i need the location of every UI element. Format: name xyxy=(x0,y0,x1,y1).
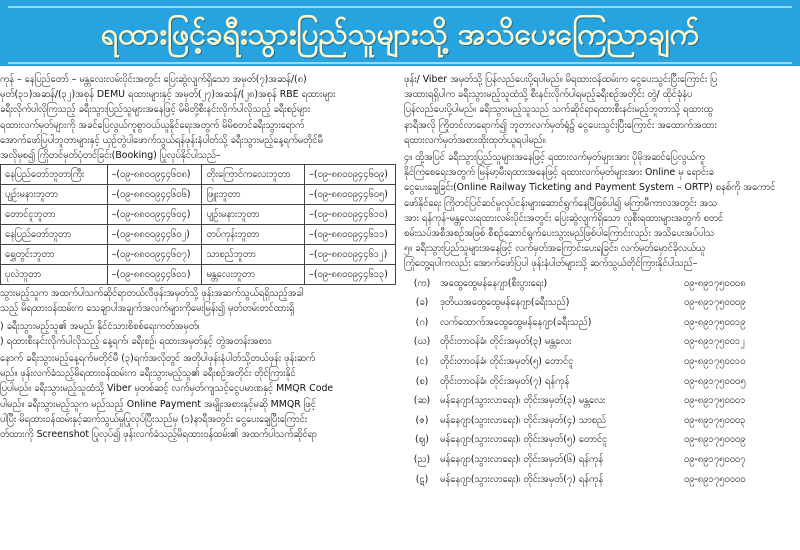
contact-title: မန်နေဂျာ(သွားလာရေး)၊ တိုင်းအမှတ်(၇) ရန်ကုန် xyxy=(440,473,604,485)
body-line: ရထားလက်မှတ်အစားထိုးထုတ်ယူရပါမည်။ xyxy=(404,134,546,146)
intro-line: အောက်ဖော်ပြပါဘူတာများနှင့် ယှဉ်တွဲပါဖောက်သွယ်ရန်ဖုန်းနံပါတ်သို့ ခရီးသွားမည့်နေ့ရက်မတိုင်မီ xyxy=(0,134,323,146)
table-row xyxy=(1,205,396,225)
station-phone-cell: –(၀၉-၈၈၀၀၉၄၄၆၀၈) xyxy=(107,165,202,185)
station-phone-cell: –(၀၉-၈၈၀၀၉၄၄၆၀၇) xyxy=(107,245,202,265)
body-line: ကြုံတွေ့ရပါကလည်း အောက်ဖော်ပြပါ ဖုန်းနံပါတ်များသို့ ဆက်သွယ်တိုင်ကြားနိုင်ပါသည်– xyxy=(404,258,698,270)
station-phone-cell: –(၀၉-၈၈၀၀၉၄၄၆၀၉) xyxy=(305,165,396,185)
body-line: ပြပါမည်။ ခရီးသွားမည့်သူထံသို့ Viber မှတစ်ဆင့် လက်မှတ်ကျသင့်ငွေပမာဏနှင့် MMQR Code xyxy=(0,383,334,395)
contact-row xyxy=(404,293,800,313)
station-phone-cell: –(၀၉-၈၈၀၀၉၄၄၆၁၁) xyxy=(305,225,396,245)
body-line: ဖော်နိုင်ရေး ကြိုတင်ပြင်ဆင်မှုလုပ်ငန်းများဆောင်ရွက်နေပြီဖြစ်ပါ၍ မကြာမီကာလအတွင်း အသ xyxy=(404,197,718,209)
contact-label: (ခ) xyxy=(415,297,429,309)
table-row xyxy=(1,265,396,285)
station-name-cell: ရွှေတွင်းဘူတာ xyxy=(1,245,108,265)
intro-line: ရထားလက်မှတ်များကို အခင်ပြေလွယ်ကူစွာဝယ်ယူနိုင်ရေးအတွက် မိမိစတင်ခရီးသွားရောက် xyxy=(0,119,305,131)
contact-title: မန်နေဂျာ(သွားလာရေး)၊ တိုင်းအမှတ်(၅) တောင်ငူ xyxy=(440,434,608,446)
station-name-cell: တိုးကြောင်ကလေးဘူတာ xyxy=(202,165,305,185)
station-name-cell: မန္တလေးဘူတာ xyxy=(202,265,305,285)
table-row xyxy=(1,245,396,265)
left-column xyxy=(0,72,396,548)
intro-paragraph xyxy=(0,72,396,163)
contact-phone: ၀၉-၈၉၁၇၅၀၀၀၈ xyxy=(684,277,746,289)
contact-label: (င) xyxy=(415,356,429,368)
station-name-cell: နေပြည်တော်ဘူတာ xyxy=(1,225,108,245)
intro-line: မှတ်(၃၁)အဆန်/(၃၂)အစုန် DEMU ရထားများနှင့် အမှတ်(၂၇)အဆန်/(၂၈)အစုန် RBE ရထားများ xyxy=(0,89,336,101)
contact-phone: ၀၉-၈၉၁၇၅၀၀၀၁ xyxy=(684,395,746,407)
station-phone-cell: –(၀၉-၈၈၀၀၉၄၄၆၀၄) xyxy=(107,205,202,225)
body-line: မည်။ ဖုန်းလက်ခံသည့်မိရထားဝန်ထမ်းက ခရီးသွားမည့်သူ၏ ခရီးစဉ်အတိုင်း တိုင်ကြားနိုင် xyxy=(0,368,296,380)
body-line: ပါမည်။ ခရီးသွားမည့်သူက မည်သည့် Online Payment အမျိုးအစားနှင့်မဆို MMQR ဖြင့် xyxy=(0,398,316,410)
station-phone-cell: –(၀၉-၈၈၀၀၉၄၄၆၀၅) xyxy=(305,185,396,205)
contact-label: (ဆ) xyxy=(413,395,431,407)
body-line: ၅။ ခရီးသွားပြည်သူများအနေဖြင့် လက်မှတ်အကြောင်းပေးရခြင်း၊ လက်မှတ်မှောင်ခိုလယ်ယူ xyxy=(404,243,706,255)
contact-row xyxy=(404,352,800,372)
station-phone-cell: –(၀၉-၈၈၀၀၉၄၄၆၀၂) xyxy=(107,225,202,245)
details-list xyxy=(0,319,396,443)
intro-line: ကုန် – နေပြည်တော် – မန္တလေးလမ်းပိုင်းအတွင်း ပြေးဆွဲလျက်ရှိသော အမှတ်(၇)အဆန်/(၈) xyxy=(0,74,307,85)
contact-phone: ၀၉-၈၉၁၇၅၀၀၀၅ xyxy=(684,375,746,387)
body-line: ပြန်လည်ပေးပို့ပါမည်။ ခရီးသွားမည့်သူသည် သက်ဆိုင်ရာရထားစီးနင်းမည့်ဘူတာသို့ ရထားထွ xyxy=(404,104,713,116)
body-line: နာရီအလို ကြိုတင်လာရောက်၍ ဘူတာလက်မှတ်ရုံ၌ ငွေပေးသွင်းပြီးကြောင်း အထောက်အထား xyxy=(404,119,717,131)
contact-title: အထွေထွေမန်နေဂျာ(စီးပွားရေး) xyxy=(440,277,548,289)
body-line: တ်ထားကို Screenshot ပြုလုပ်၍ ဖုန်းလက်ခံသည့်မိရထားဝန်ထမ်း၏ အထက်ပါသက်ဆိုင်ရာ xyxy=(0,429,317,441)
title-banner xyxy=(0,0,800,66)
contact-title: မန်နေဂျာ(သွားလာရေး)၊ တိုင်းအမှတ်(၄) သာစည် xyxy=(440,414,607,426)
table-row xyxy=(1,165,396,185)
contact-label: (ဋ) xyxy=(415,473,429,485)
table-row xyxy=(1,225,396,245)
contact-row xyxy=(404,332,800,352)
contact-title: တိုင်းတာဝန်ခံ၊ တိုင်းအမှတ်(၇) ရန်ကုန် xyxy=(440,375,570,387)
body-line: နိုင်ကြစေရေးအတွက် မြန်မာ့မီးရထားအနေဖြင့် ရထားလက်မှတ်များအား Online မှ ရောင်းခ xyxy=(404,167,714,179)
contact-label: (ဃ) xyxy=(413,336,431,348)
contact-row xyxy=(404,391,800,411)
booking-paragraph xyxy=(0,286,396,316)
body-line: နောက် ခရီးသွားမည့်နေ့ရက်မတိုင်မီ (၃)ရက်အလိုတွင် အတိုပါဖုန်းနံပါတ်သို့တယ်ဖုန်း ဖုန်းဆက် xyxy=(0,353,315,365)
station-phone-cell: –(၀၉-၈၈၀၀၉၄၄၆၁၂) xyxy=(305,245,396,265)
station-phone-table xyxy=(0,164,396,285)
body-line: ဖုန်း/ Viber အမှတ်သို့ ပြန်လည်ပေးပို့ရပါမည်။ မိရထားဝန်ထမ်းက ငွေပေးသွင်းပြီးကြောင်း ပြ xyxy=(404,74,718,85)
station-name-cell: နေပြည်တော်ဘူတာကြီး xyxy=(1,165,108,185)
contact-title: ဒုတိယအထွေထွေမန်နေဂျာ(ခရီးသည်) xyxy=(440,297,570,309)
station-phone-cell: –(၀၉-၈၈၀၀၉၄၄၆၀၆) xyxy=(107,185,202,205)
body-line: ပါပြီး မိရထားဝန်ထမ်းနှင့်ဆက်သွယ်မှုပြုလုပ်ပြီးသည်မှ (၁)နာရီအတွင်း ငွေပေးချေပြီးကြောင်း xyxy=(0,413,308,425)
contact-label: (ည) xyxy=(413,453,431,465)
station-name-cell: ပျဉ်းမနားဘူတာ xyxy=(1,185,108,205)
payment-paragraph xyxy=(404,72,800,148)
contact-title: တိုင်းတာဝန်ခံ၊ တိုင်းအမှတ်(၅) တောင်ငူ xyxy=(440,356,574,368)
contact-label: (စ) xyxy=(415,375,429,387)
contact-row xyxy=(404,470,800,490)
contact-row xyxy=(404,372,800,392)
page-title: ရထားဖြင့်ခရီးသွားပြည်သူများသို့ အသိပေးကြေညာချက် xyxy=(100,17,700,52)
contact-title: မန်နေဂျာ(သွားလာရေး)၊ တိုင်းအမှတ်(၃) မန္တလေး xyxy=(440,395,606,407)
contact-title: မန်နေဂျာ(သွားလာရေး)၊ တိုင်းအမှတ်(၆) ရန်ကုန် xyxy=(440,453,604,465)
contact-label: (ဈ) xyxy=(415,434,429,446)
contact-phone: ၀၉-၈၉၁၇၅၀၀၀၇ xyxy=(684,453,746,465)
station-name-cell: တောင်ငူဘူတာ xyxy=(1,205,108,225)
contact-row xyxy=(404,274,800,294)
station-name-cell: တပ်ကုန်းဘူတာ xyxy=(202,225,305,245)
contact-phone: ၀၉-၈၉၁၇၅၀၀၀၃ xyxy=(684,414,746,426)
ortp-paragraph xyxy=(404,150,800,241)
station-phone-cell: –(၀၉-၈၈၀၀၉၄၄၆၀၁) xyxy=(107,265,202,285)
station-phone-cell: –(၀၉-၈၈၀၀၉၄၄၆၁၀) xyxy=(305,205,396,225)
body-line: ၄။ ထို့အပြင် ခရီးသွားပြည်သူများအနေဖြင့် ရထားလက်မှတ်များအား ပိုမိုအဆင်ပြေလွယ်ကူ xyxy=(404,152,705,164)
intro-line: ခရီးလိုက်ပါလိုကြသည့် ခရီးသွားပြည်သူများအနေဖြင့် မိမိတို့စီးနင်းလိုက်ပါလိုသည့် ခရီးစဉ်များ xyxy=(0,104,311,116)
station-name-cell: သာစည်ဘူတာ xyxy=(202,245,305,265)
body-line: ငွေပေးချေခြင်း(Online Railway Ticketing and Payment System – ORTP) စနစ်ကို အကောင် xyxy=(404,182,776,194)
contact-phone: ၀၉-၈၉၁၇၅၀၀၀၉ xyxy=(684,434,746,446)
contact-phone: ၀၉-၈၉၁၇၅၀၀၀၀ xyxy=(684,473,746,485)
station-name-cell: ပျဉ်းမနားဘူတာ xyxy=(202,205,305,225)
contact-phone: ၀၉-၈၉၁၇၅၀၀၁၀ xyxy=(684,356,746,368)
contact-row xyxy=(404,411,800,431)
contact-row xyxy=(404,313,800,333)
body-line: စမ်းသပ်အစီအစဉ်အဖြစ် စီစဉ်ဆောင်ရွက်ပေးသွားမည်ဖြစ်ပါကြောင်းလည်း အသိပေးအပ်ပါသ xyxy=(404,228,715,240)
body-line: အထားရရှိပါက ခရီးသွားမည့်သူထံသို့ စီးနင်းလိုက်ပါရမည့်ခရီးစဉ်အတိုင်း တွဲ/ ထိုင်ခုံနံပ xyxy=(404,89,693,101)
contact-label: (က) xyxy=(413,277,431,289)
body-line: သွားမည့်သူက အထက်ပါသက်ဆိုင်ရာတယ်လီဖုန်းအမှတ်သို့ ဖုန်းအဆက်သွယ်ရရှိသည့်အခါ xyxy=(0,288,304,300)
contact-title: လက်ထောက်အထွေထွေမန်နေဂျာ(ခရီးသည်) xyxy=(440,316,592,328)
contact-phone: ၀၉-၈၉၁၇၅၀၀၁၉ xyxy=(684,316,746,328)
contact-label: (ဇ) xyxy=(415,414,429,426)
station-phone-cell: –(၀၉-၈၈၀၀၉၄၄၆၁၃) xyxy=(305,265,396,285)
station-name-cell: ပုလဲဘူတာ xyxy=(1,265,108,285)
contact-row xyxy=(404,430,800,450)
right-column xyxy=(404,72,800,548)
body-line: သည့် မိရထားဝန်ထမ်းက သေချာပါအချက်အလက်များကိုမေးမြန်း၍ မှတ်တမ်းတင်ထားရှိ xyxy=(0,303,295,315)
list-item: ) ရထားစီးနင်းလိုက်ပါလိုသည့် နေ့ရက်၊ ခရီးစဉ်၊ ရထားအမှတ်နှင့် တွဲအတန်းအစား၊ xyxy=(0,335,272,347)
complaint-paragraph xyxy=(404,241,800,271)
table-row xyxy=(1,185,396,205)
contact-row xyxy=(404,450,800,470)
title-banner-frame xyxy=(8,6,792,64)
contact-phone: ၀၉-၈၉၁၇၅၀၀၀၉ xyxy=(684,297,746,309)
station-name-cell: ဖြူးဘူတာ xyxy=(202,185,305,205)
body-line: အား ရန်ကုန်-မန္တလေးရထားလမ်းပိုင်းအတွင်း ပြေးဆွဲလျက်ရှိသော လူစီးရထားများအတွက် စတင် xyxy=(404,212,724,224)
list-item: ) ခရီးသွားမည့်သူ၏ အမည်၊ နိုင်ငံသားစိစစ်ရေးကတ်အမှတ်၊ xyxy=(0,320,200,332)
contact-label: (ဂ) xyxy=(415,316,429,328)
contact-title: တိုင်းတာဝန်ခံ၊ တိုင်းအမှတ်(၃) မန္တလေး xyxy=(440,336,572,348)
intro-line: အလိုမှစ၍ ကြိုတင်မှတ်ပုံတင်ခြင်း(Booking) ပြုလုပ်နိုင်ပါသည်– xyxy=(0,150,221,162)
contact-list xyxy=(404,274,800,490)
contact-phone: ၀၉-၈၉၁၇၅၀၀၁၂ xyxy=(684,336,745,348)
